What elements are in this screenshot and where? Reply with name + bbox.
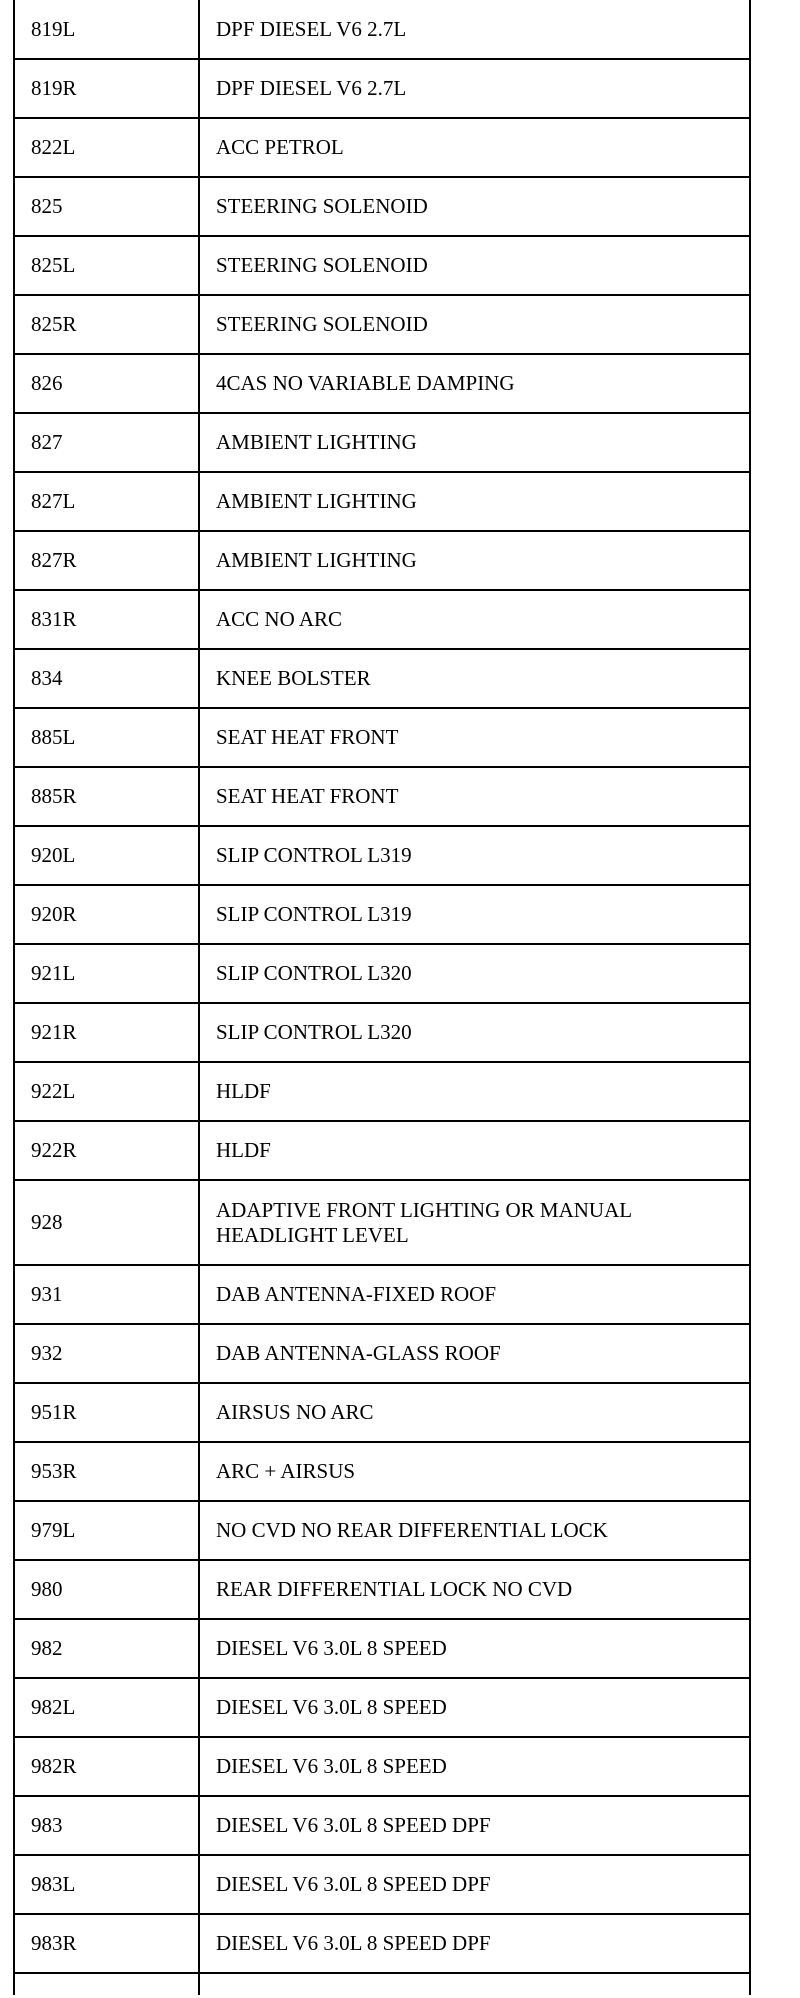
description-cell: STEERING SOLENOID (199, 295, 750, 354)
code-cell: 983 (14, 1796, 199, 1855)
description-cell: DAB ANTENNA-FIXED ROOF (199, 1265, 750, 1324)
code-cell: 825L (14, 236, 199, 295)
description-cell: AMBIENT LIGHTING (199, 531, 750, 590)
table-row (14, 118, 750, 177)
description-cell: ADAPTIVE FRONT LIGHTING OR MANUAL HEADLIGHT LEVEL (199, 1180, 750, 1265)
table-row (14, 1383, 750, 1442)
code-cell: 819R (14, 59, 199, 118)
code-cell: 920R (14, 885, 199, 944)
table-row (14, 295, 750, 354)
code-cell: 834 (14, 649, 199, 708)
code-cell: 928 (14, 1180, 199, 1265)
description-cell: DIESEL V6 3.0L 8 SPEED (199, 1619, 750, 1678)
description-cell: 4CAS NO VARIABLE DAMPING (199, 354, 750, 413)
table-row (14, 1914, 750, 1973)
description-cell: SLIP CONTROL L320 (199, 944, 750, 1003)
table-row (14, 1678, 750, 1737)
code-cell: 982 (14, 1619, 199, 1678)
description-cell: SLIP CONTROL L320 (199, 1003, 750, 1062)
code-cell: 921L (14, 944, 199, 1003)
description-cell: ACC PETROL (199, 118, 750, 177)
description-cell: NO CVD NO REAR DIFFERENTIAL LOCK (199, 1501, 750, 1560)
description-cell: DIESEL V6 3.0L 8 SPEED (199, 1678, 750, 1737)
table-row (14, 708, 750, 767)
code-cell: 921R (14, 1003, 199, 1062)
code-cell: 951R (14, 1383, 199, 1442)
code-cell: 831R (14, 590, 199, 649)
description-cell: AMBIENT LIGHTING (199, 472, 750, 531)
code-cell-empty (14, 1973, 199, 1995)
table-row (14, 944, 750, 1003)
table-row (14, 590, 750, 649)
table-row (14, 0, 750, 59)
description-cell: DIESEL V6 3.0L 8 SPEED DPF (199, 1855, 750, 1914)
code-cell: 979L (14, 1501, 199, 1560)
code-cell: 953R (14, 1442, 199, 1501)
table-row (14, 1619, 750, 1678)
code-cell: 983R (14, 1914, 199, 1973)
table-row (14, 767, 750, 826)
code-cell: 982L (14, 1678, 199, 1737)
description-cell: DIESEL V6 3.0L 8 SPEED DPF (199, 1914, 750, 1973)
table-row (14, 177, 750, 236)
description-cell: DPF DIESEL V6 2.7L (199, 0, 750, 59)
description-cell: HLDF (199, 1121, 750, 1180)
code-cell: 822L (14, 118, 199, 177)
table-row (14, 649, 750, 708)
table-row (14, 826, 750, 885)
table-row (14, 472, 750, 531)
table-row (14, 1062, 750, 1121)
table-row (14, 59, 750, 118)
description-cell: AIRSUS NO ARC (199, 1383, 750, 1442)
description-cell: STEERING SOLENOID (199, 177, 750, 236)
table-row (14, 1855, 750, 1914)
table-row (14, 531, 750, 590)
description-cell: SLIP CONTROL L319 (199, 885, 750, 944)
description-cell-empty (199, 1973, 750, 1995)
description-cell: ARC + AIRSUS (199, 1442, 750, 1501)
table-row (14, 1003, 750, 1062)
code-cell: 983L (14, 1855, 199, 1914)
table-row (14, 354, 750, 413)
description-cell: KNEE BOLSTER (199, 649, 750, 708)
description-cell: REAR DIFFERENTIAL LOCK NO CVD (199, 1560, 750, 1619)
table-row (14, 1324, 750, 1383)
code-cell: 932 (14, 1324, 199, 1383)
code-cell: 885L (14, 708, 199, 767)
code-cell: 819L (14, 0, 199, 59)
table-row-partial (14, 1973, 750, 1995)
code-cell: 827L (14, 472, 199, 531)
code-cell: 885R (14, 767, 199, 826)
table-row (14, 1121, 750, 1180)
description-cell: HLDF (199, 1062, 750, 1121)
code-cell: 827 (14, 413, 199, 472)
description-cell: ACC NO ARC (199, 590, 750, 649)
table-row (14, 1442, 750, 1501)
code-description-table (13, 0, 751, 1995)
table-row (14, 1560, 750, 1619)
description-cell: SEAT HEAT FRONT (199, 767, 750, 826)
table-row (14, 236, 750, 295)
code-cell: 825R (14, 295, 199, 354)
code-cell: 922R (14, 1121, 199, 1180)
code-cell: 922L (14, 1062, 199, 1121)
description-cell: DIESEL V6 3.0L 8 SPEED (199, 1737, 750, 1796)
description-cell: STEERING SOLENOID (199, 236, 750, 295)
code-cell: 920L (14, 826, 199, 885)
code-cell: 825 (14, 177, 199, 236)
description-cell: DAB ANTENNA-GLASS ROOF (199, 1324, 750, 1383)
table-body (14, 0, 750, 1995)
table-row (14, 1265, 750, 1324)
table-row (14, 1501, 750, 1560)
description-cell: DIESEL V6 3.0L 8 SPEED DPF (199, 1796, 750, 1855)
description-cell: DPF DIESEL V6 2.7L (199, 59, 750, 118)
description-cell: SEAT HEAT FRONT (199, 708, 750, 767)
table-row (14, 413, 750, 472)
table-row (14, 885, 750, 944)
code-cell: 827R (14, 531, 199, 590)
description-cell: AMBIENT LIGHTING (199, 413, 750, 472)
code-cell: 826 (14, 354, 199, 413)
code-cell: 980 (14, 1560, 199, 1619)
table-row (14, 1737, 750, 1796)
table-row (14, 1796, 750, 1855)
description-cell: SLIP CONTROL L319 (199, 826, 750, 885)
table-row (14, 1180, 750, 1265)
code-cell: 982R (14, 1737, 199, 1796)
code-cell: 931 (14, 1265, 199, 1324)
